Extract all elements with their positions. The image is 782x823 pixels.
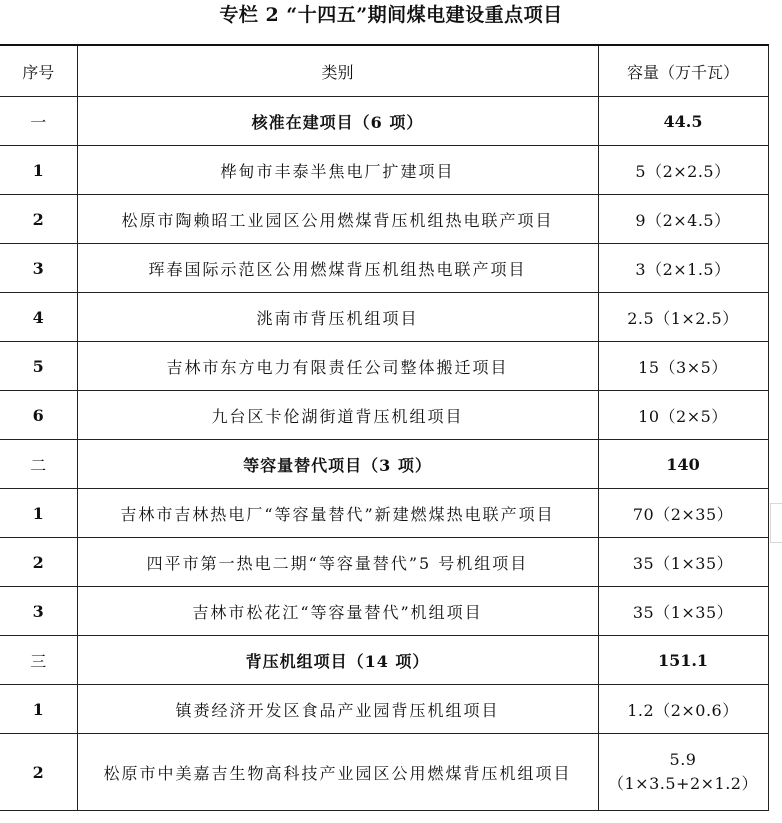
group-no: 二 (0, 440, 77, 489)
table-row (0, 734, 768, 811)
group-row (0, 440, 768, 489)
item-name: 桦甸市丰泰半焦电厂扩建项目 (77, 146, 598, 195)
coal-power-projects-table (0, 44, 769, 811)
item-name: 松原市陶赖昭工业园区公用燃煤背压机组热电联产项目 (77, 195, 598, 244)
table-row (0, 538, 768, 587)
group-total: 44.5 (598, 97, 768, 146)
table-row (0, 587, 768, 636)
item-capacity: 10（2×5） (598, 391, 768, 440)
table-row (0, 342, 768, 391)
group-no: 一 (0, 97, 77, 146)
item-capacity: 9（2×4.5） (598, 195, 768, 244)
item-name: 洮南市背压机组项目 (77, 293, 598, 342)
item-name: 镇赉经济开发区食品产业园背压机组项目 (77, 685, 598, 734)
item-no: 2 (0, 195, 77, 244)
page-title: 专栏 2 “十四五”期间煤电建设重点项目 (219, 4, 563, 26)
header-no: 序号 (0, 45, 77, 97)
item-capacity: 5（2×2.5） (598, 146, 768, 195)
item-capacity: 2.5（1×2.5） (598, 293, 768, 342)
group-no: 三 (0, 636, 77, 685)
group-total: 140 (598, 440, 768, 489)
table-row (0, 244, 768, 293)
item-capacity: 3（2×1.5） (598, 244, 768, 293)
item-no: 2 (0, 734, 77, 811)
item-name: 四平市第一热电二期“等容量替代”5 号机组项目 (77, 538, 598, 587)
item-name: 松原市中美嘉吉生物高科技产业园区公用燃煤背压机组项目 (77, 734, 598, 811)
item-capacity: 35（1×35） (598, 538, 768, 587)
item-capacity: 35（1×35） (598, 587, 768, 636)
item-capacity: 70（2×35） (598, 489, 768, 538)
group-row (0, 97, 768, 146)
group-label: 等容量替代项目（3 项） (77, 440, 598, 489)
group-label: 背压机组项目（14 项） (77, 636, 598, 685)
item-capacity-cell (598, 734, 768, 811)
item-name: 吉林市松花江“等容量替代”机组项目 (77, 587, 598, 636)
item-no: 3 (0, 587, 77, 636)
group-row (0, 636, 768, 685)
item-no: 1 (0, 489, 77, 538)
item-no: 2 (0, 538, 77, 587)
item-name: 吉林市吉林热电厂“等容量替代”新建燃煤热电联产项目 (77, 489, 598, 538)
table-row (0, 391, 768, 440)
side-scroll-tab[interactable] (770, 503, 782, 543)
item-no: 3 (0, 244, 77, 293)
table-row (0, 489, 768, 538)
item-name: 九台区卡伦湖街道背压机组项目 (77, 391, 598, 440)
item-no: 6 (0, 391, 77, 440)
item-no: 1 (0, 685, 77, 734)
item-name: 珲春国际示范区公用燃煤背压机组热电联产项目 (77, 244, 598, 293)
item-no: 5 (0, 342, 77, 391)
item-no: 4 (0, 293, 77, 342)
item-capacity: 5.9（1×3.5+2×1.2） (608, 750, 758, 793)
header-category: 类别 (77, 45, 598, 97)
table-row (0, 293, 768, 342)
group-total: 151.1 (598, 636, 768, 685)
table-row (0, 685, 768, 734)
table-row (0, 146, 768, 195)
item-capacity: 1.2（2×0.6） (598, 685, 768, 734)
group-label: 核准在建项目（6 项） (77, 97, 598, 146)
header-capacity: 容量（万千瓦） (598, 45, 768, 97)
table-header-row (0, 45, 768, 97)
item-no: 1 (0, 146, 77, 195)
item-name: 吉林市东方电力有限责任公司整体搬迁项目 (77, 342, 598, 391)
table-row (0, 195, 768, 244)
item-capacity: 15（3×5） (598, 342, 768, 391)
